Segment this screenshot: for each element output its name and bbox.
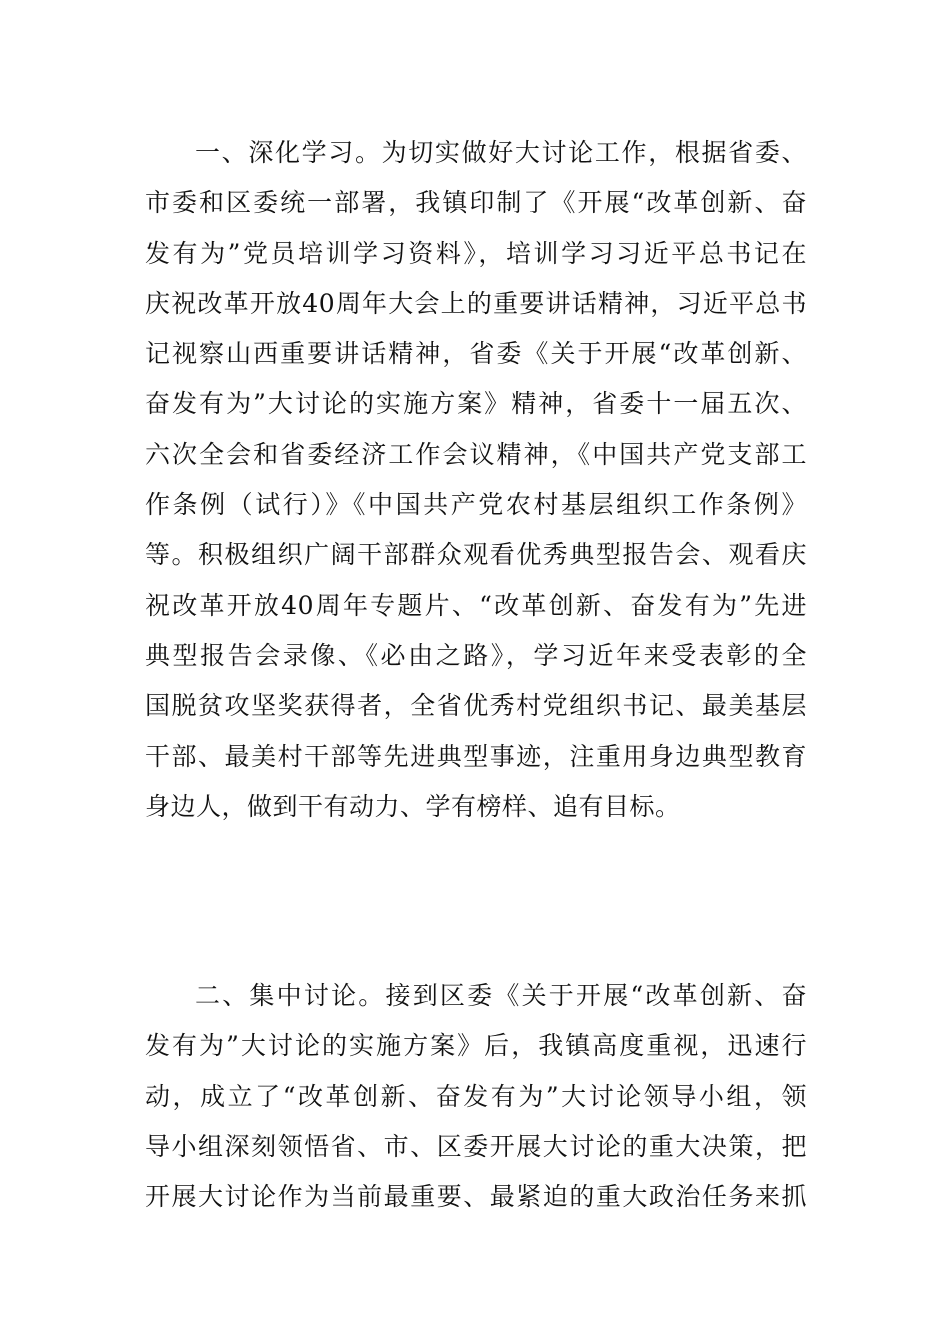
text-line: 身边人，做到干有动力、学有榜样、追有目标。 [145, 791, 681, 821]
text-line: 二、集中讨论。接到区委《关于开展“改革创新、奋 [195, 981, 807, 1010]
text-line: 记视察山西重要讲话精神，省委《关于开展“改革创新、 [145, 339, 807, 369]
text-line: 奋发有为”大讨论的实施方案》精神，省委十一届五次、 [145, 389, 807, 419]
text-line: 作条例（试行）》《中国共产党农村基层组织工作条例》 [145, 490, 807, 520]
text-line: 典型报告会录像、《必由之路》，学习近年来受表彰的全 [145, 640, 807, 670]
paragraph-focused-discussion [145, 971, 807, 1222]
text-line: 开展大讨论作为当前最重要、最紧迫的重大政治任务来抓 [145, 1182, 807, 1212]
text-line: 一、深化学习。为切实做好大讨论工作，根据省委、 [195, 138, 807, 167]
text-line: 导小组深刻领悟省、市、区委开展大讨论的重大决策，把 [145, 1131, 807, 1161]
paragraph-deepen-study [145, 128, 807, 832]
text-line: 发有为”大讨论的实施方案》后，我镇高度重视，迅速行 [145, 1031, 807, 1061]
text-line: 发有为”党员培训学习资料》，培训学习习近平总书记在 [145, 238, 807, 268]
text-line: 等。积极组织广阔干部群众观看优秀典型报告会、观看庆 [145, 540, 807, 570]
text-line: 庆祝改革开放40周年大会上的重要讲话精神，习近平总书 [145, 288, 807, 318]
text-line: 市委和区委统一部署，我镇印制了《开展“改革创新、奋 [145, 188, 807, 218]
text-line: 动，成立了“改革创新、奋发有为”大讨论领导小组，领 [145, 1081, 807, 1111]
text-line: 国脱贫攻坚奖获得者，全省优秀村党组织书记、最美基层 [145, 691, 807, 721]
text-line: 六次全会和省委经济工作会议精神，《中国共产党支部工 [145, 439, 807, 469]
text-line: 祝改革开放40周年专题片、“改革创新、奋发有为”先进 [145, 590, 807, 620]
text-line: 干部、最美村干部等先进典型事迹，注重用身边典型教育 [145, 741, 807, 771]
